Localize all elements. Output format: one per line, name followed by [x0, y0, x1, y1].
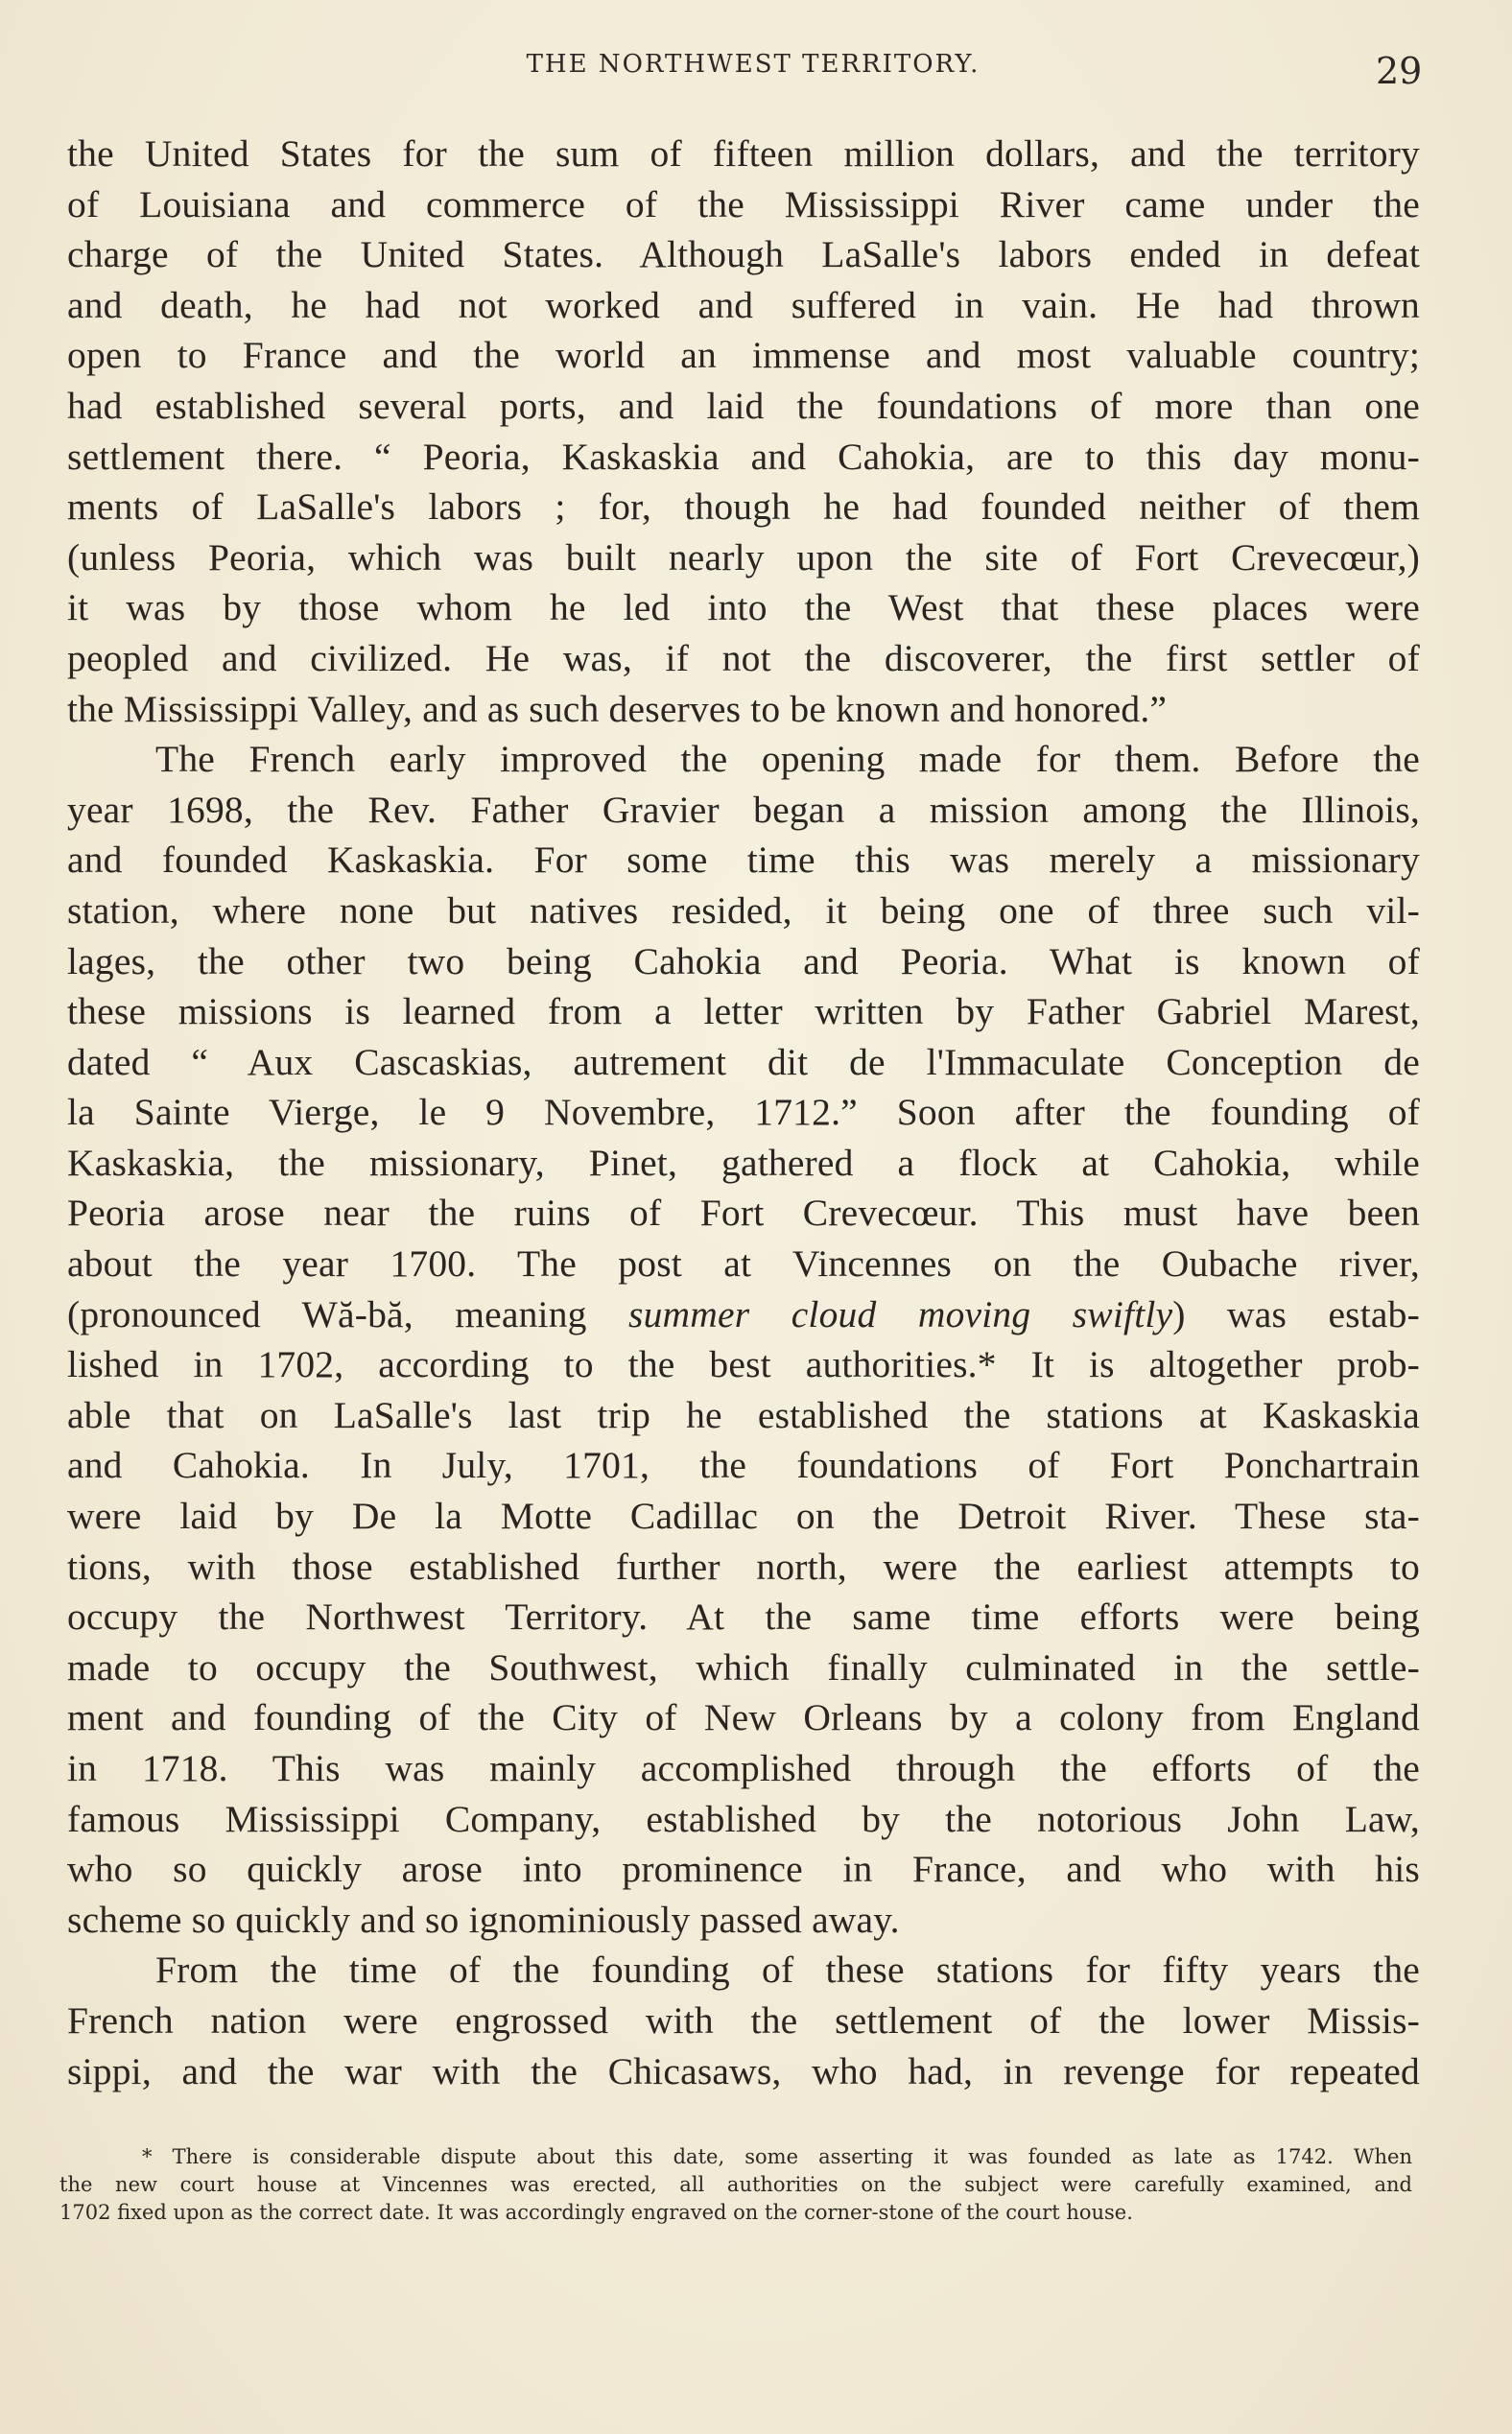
text-line: and death, he had not worked and suffered in vain. He had thrown: [67, 283, 1420, 326]
text-line: station, where none but natives resided, it being one of three such vil-: [67, 888, 1420, 932]
text-line: Peoria arose near the ruins of Fort Crevecœur. This must have been: [67, 1192, 1420, 1235]
text-line-with-italic: [67, 1289, 1420, 1340]
footnote-line: the new court house at Vincennes was erected, all authorities on the subject were carefully examined, and: [59, 2173, 1412, 2196]
footnote-line: * There is considerable dispute about this date, some asserting it was founded as late as 1742. When: [142, 2145, 1412, 2168]
footnote-line: 1702 fixed upon as the correct date. It was accordingly engraved on the corner-stone of the court house.: [59, 2201, 1133, 2224]
text-line: the Mississippi Valley, and as such deserves to be known and honored.”: [67, 687, 1168, 730]
text-line: these missions is learned from a letter written by Father Gabriel Marest,: [67, 990, 1420, 1033]
text-line: Kaskaskia, the missionary, Pinet, gathered a flock at Cahokia, while: [67, 1141, 1420, 1184]
text-line: tions, with those established further north, were the earliest attempts to: [67, 1545, 1420, 1588]
text-line: dated “ Aux Cascaskias, autrement dit de l'Immaculate Conception de: [67, 1040, 1420, 1083]
text-line: lages, the other two being Cahokia and Peoria. What is known of: [67, 939, 1420, 982]
page-number: 29: [1376, 50, 1423, 92]
text-line: occupy the Northwest Territory. At the same time efforts were being: [67, 1595, 1420, 1639]
text-line: in 1718. This was mainly accomplished through the efforts of the: [67, 1747, 1420, 1789]
paragraph-start-line: From the time of the founding of these stations for fifty years the: [155, 1949, 1420, 1992]
text-line: ment and founding of the City of New Orleans by a colony from England: [67, 1696, 1420, 1739]
text-line: who so quickly arose into prominence in France, and who with his: [67, 1848, 1420, 1891]
text-line: about the year 1700. The post at Vincennes on the Oubache river,: [67, 1242, 1420, 1286]
italic-phrase: summer cloud moving swiftly: [628, 1292, 1173, 1335]
text-line: the United States for the sum of fifteen million dollars, and the territory: [67, 132, 1420, 175]
text-line: open to France and the world an immense and most valuable country;: [67, 334, 1420, 377]
text-line: ments of LaSalle's labors ; for, though he had founded neither of them: [67, 485, 1420, 529]
text-line: French nation were engrossed with the settlement of the lower Missis-: [67, 1998, 1420, 2042]
text-line: famous Mississippi Company, established by the notorious John Law,: [67, 1797, 1420, 1840]
text-line: lished in 1702, according to the best authorities.* It is altogether prob-: [67, 1343, 1420, 1386]
text-line: and founded Kaskaskia. For some time this was merely a missionary: [67, 839, 1420, 882]
text-segment: (pronounced Wă-bă, meaning: [67, 1292, 629, 1335]
text-line: scheme so quickly and so ignominiously passed away.: [67, 1898, 900, 1941]
text-line: charge of the United States. Although LaSalle's labors ended in defeat: [67, 233, 1420, 276]
text-line: (unless Peoria, which was built nearly upon the site of Fort Crevecœur,): [67, 535, 1420, 579]
text-line: and Cahokia. In July, 1701, the foundations of Fort Ponchartrain: [67, 1444, 1420, 1487]
text-line: had established several ports, and laid the foundations of more than one: [67, 384, 1420, 427]
text-line: able that on LaSalle's last trip he established the stations at Kaskaskia: [67, 1393, 1420, 1436]
text-line: settlement there. “ Peoria, Kaskaskia and Cahokia, are to this day monu-: [67, 435, 1420, 478]
text-line: sippi, and the war with the Chicasaws, who had, in revenge for repeated: [67, 2049, 1420, 2092]
text-line: made to occupy the Southwest, which finally culminated in the settle-: [67, 1645, 1420, 1689]
text-line: it was by those whom he led into the West that these places were: [67, 586, 1420, 629]
text-line: of Louisiana and commerce of the Mississippi River came under the: [67, 182, 1420, 225]
text-line: year 1698, the Rev. Father Gravier began a mission among the Illinois,: [67, 788, 1420, 831]
running-head: THE NORTHWEST TERRITORY.: [526, 50, 980, 79]
body-text: [67, 129, 1420, 2096]
text-segment: ) was estab-: [1172, 1292, 1420, 1335]
footnote: [59, 2143, 1412, 2227]
text-line: were laid by De la Motte Cadillac on the Detroit River. These sta-: [67, 1495, 1420, 1538]
text-line: peopled and civilized. He was, if not the discoverer, the first settler of: [67, 636, 1420, 679]
text-line: la Sainte Vierge, le 9 Novembre, 1712.” Soon after the founding of: [67, 1091, 1420, 1134]
paragraph-start-line: The French early improved the opening made for them. Before the: [155, 738, 1420, 781]
